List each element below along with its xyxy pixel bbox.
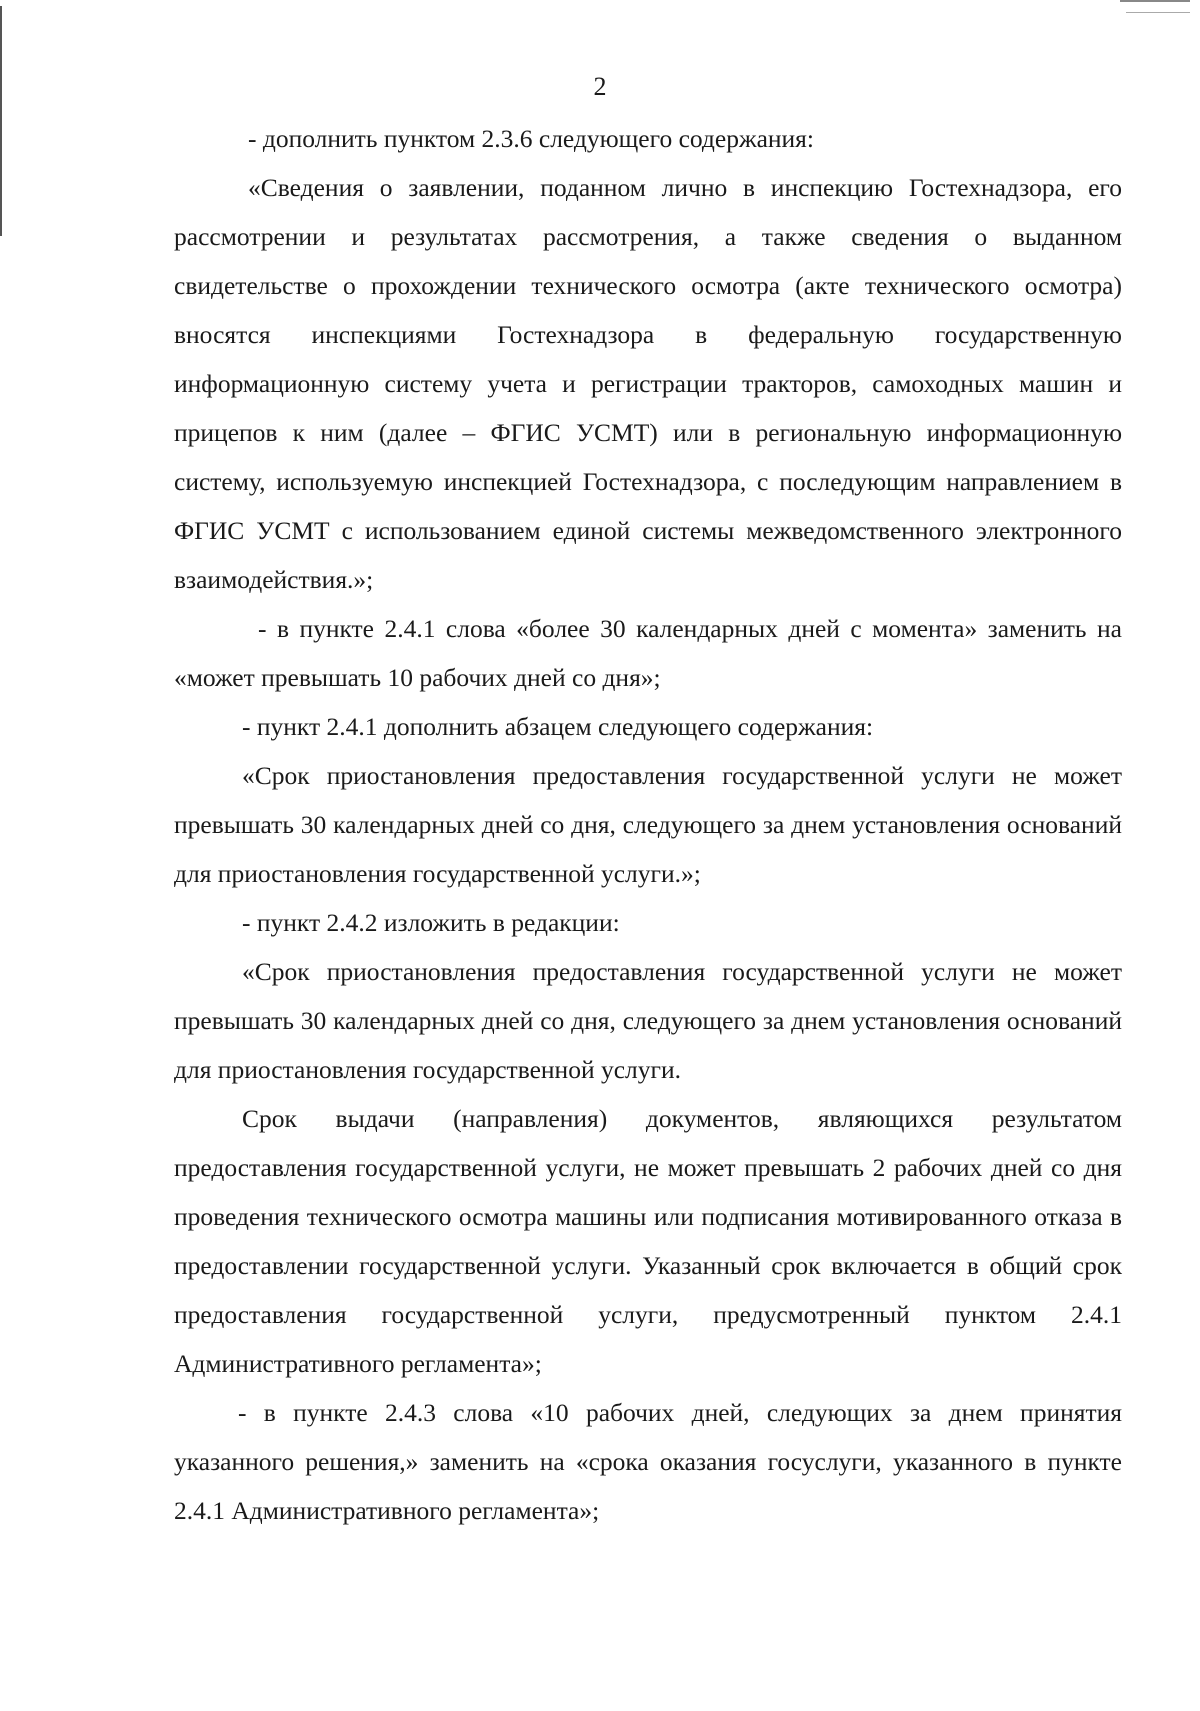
document-body bbox=[174, 114, 1122, 1535]
paragraph-quote-2-4-1: «Срок приостановления предоставления государственной услуги не может превышать 30 календарных дней со дня, следующего за днем установления оснований для приостановления государственной услуги.»; bbox=[174, 761, 1122, 888]
page-number: 2 bbox=[593, 72, 607, 101]
paragraph-amend-2-4-1-add: - пункт 2.4.1 дополнить абзацем следующего содержания: bbox=[242, 712, 874, 741]
scan-edge-mark bbox=[0, 6, 2, 236]
paragraph-amend-2-4-3: - в пункте 2.4.3 слова «10 рабочих дней, следующих за днем принятия указанного решения,» заменить на «срока оказания госуслуги, указанного в пункте 2.4.1 Административного регламента»; bbox=[174, 1398, 1122, 1525]
paragraph-quote-2-4-2: «Срок приостановления предоставления государственной услуги не может превышать 30 календарных дней со дня, следующего за днем установления оснований для приостановления государственной услуги. bbox=[174, 957, 1122, 1084]
paragraph-amend-2-4-2: - пункт 2.4.2 изложить в редакции: bbox=[242, 908, 620, 937]
scan-edge-mark bbox=[1120, 0, 1190, 2]
paragraph-quote-2-4-2-cont: Срок выдачи (направления) документов, являющихся результатом предоставления государственной услуги, не может превышать 2 рабочих дней со дня проведения технического осмотра машины или подписания мотивированного отказа в предоставлении государственной услуги. Указанный срок включается в общий срок предоставления государственной услуги, предусмотренный пунктом 2.4.1 Административного регламента»; bbox=[174, 1104, 1122, 1378]
paragraph-amend-2-3-6: - дополнить пунктом 2.3.6 следующего содержания: bbox=[248, 124, 814, 153]
paragraph-amend-2-4-1-words: - в пункте 2.4.1 слова «более 30 календарных дней с момента» заменить на «может превышать 10 рабочих дней со дня»; bbox=[174, 614, 1122, 692]
paragraph-quote-2-3-6: «Сведения о заявлении, поданном лично в инспекцию Гостехнадзора, его рассмотрении и результатах рассмотрения, а также сведения о выданном свидетельстве о прохождении технического осмотра (акте технического осмотра) вносятся инспекциями Гостехнадзора в федеральную государственную информационную систему учета и регистрации тракторов, самоходных машин и прицепов к ним (далее – ФГИС УСМТ) или в региональную информационную систему, используемую инспекцией Гостехнадзора, с последующим направлением в ФГИС УСМТ с использованием единой системы межведомственного электронного взаимодействия.»; bbox=[174, 173, 1122, 594]
scan-edge-mark bbox=[1126, 12, 1190, 13]
